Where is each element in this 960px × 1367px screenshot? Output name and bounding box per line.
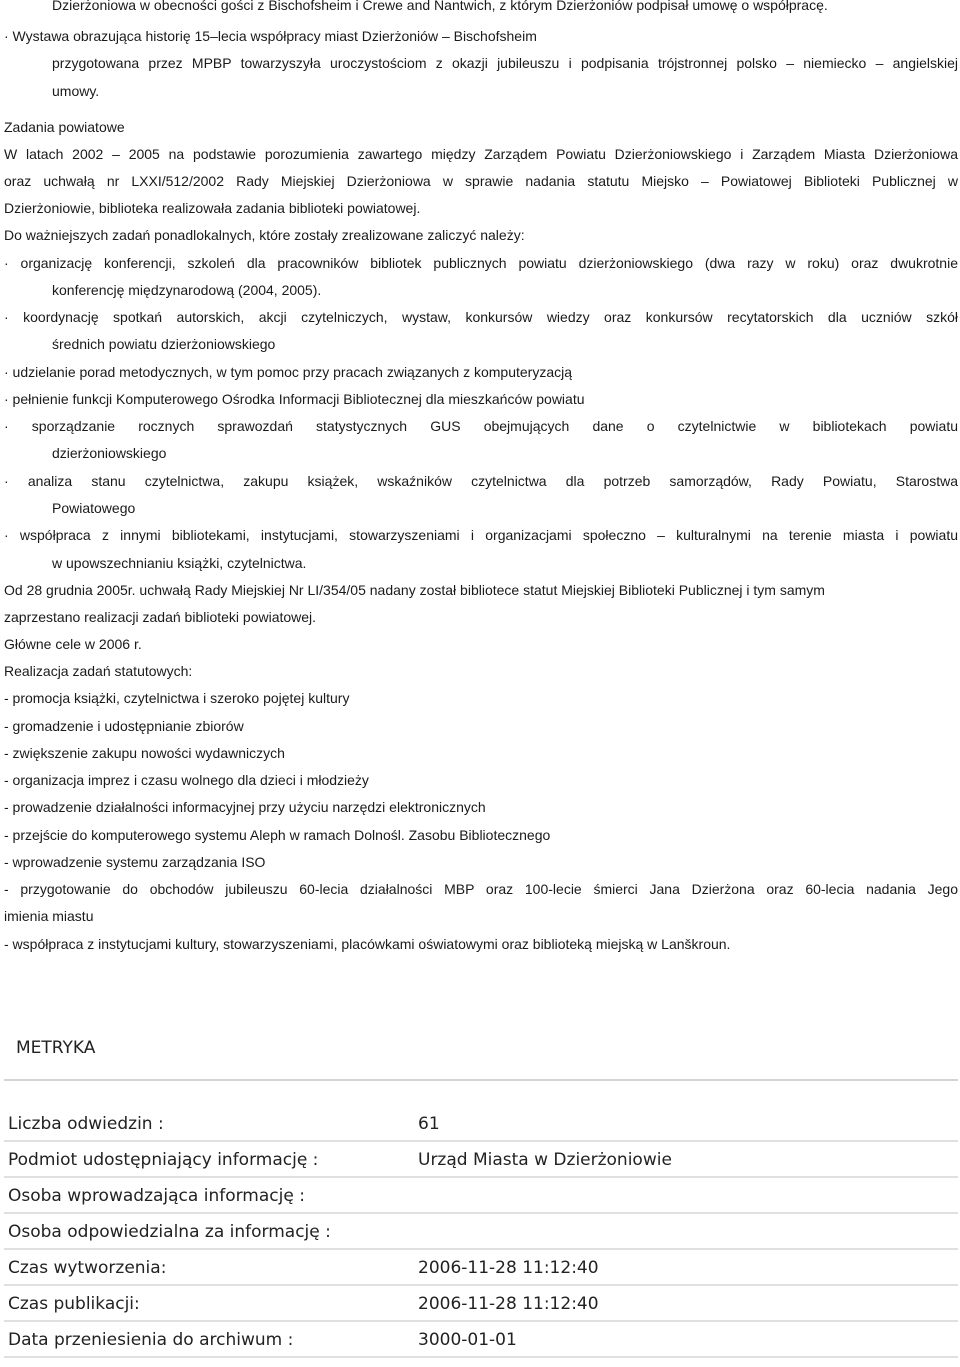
metryka-label: Osoba odpowiedzialna za informację : — [8, 1222, 331, 1242]
table-row — [4, 1322, 958, 1358]
metryka-label: Osoba wprowadzająca informację : — [8, 1186, 305, 1206]
table-row — [4, 1142, 958, 1178]
text-line: Realizacja zadań statutowych: — [4, 663, 193, 679]
list-item: - prowadzenie działalności informacyjnej przy użyciu narzędzi elektronicznych — [4, 799, 486, 815]
table-row — [4, 1286, 958, 1322]
bullet-item: · organizację konferencji, szkoleń dla pracowników bibliotek publicznych powiatu dzierżoniowskiego (dwa razy w roku) oraz dwukrotnie — [4, 255, 958, 271]
text-line: umowy. — [52, 83, 100, 99]
metryka-label: Czas wytworzenia: — [8, 1258, 167, 1278]
list-item: - gromadzenie i udostępnianie zbiorów — [4, 718, 244, 734]
list-item: - przejście do komputerowego systemu Aleph w ramach Dolnośl. Zasobu Bibliotecznego — [4, 827, 551, 843]
text-line: przygotowana przez MPBP towarzyszyła uroczystościom z okazji jubileuszu i podpisania trójstronnej polsko – niemiecko – angielskiej — [52, 55, 958, 71]
list-item: - wprowadzenie systemu zarządzania ISO — [4, 854, 266, 870]
text-line: Dzierżoniowie, biblioteka realizowała zadania biblioteki powiatowej. — [4, 200, 421, 216]
bullet-item: · pełnienie funkcji Komputerowego Ośrodka Informacji Bibliotecznej dla mieszkańców powiatu — [4, 391, 585, 407]
metryka-title: METRYKA — [16, 1038, 96, 1058]
list-item: - zwiększenie zakupu nowości wydawniczych — [4, 745, 285, 761]
table-row — [4, 1250, 958, 1286]
list-item: - przygotowanie do obchodów jubileuszu 60-lecia działalności MBP oraz 100-lecie śmierci Jana Dzierżona oraz 60-lecia nadania Jego — [4, 881, 958, 897]
list-item: - współpraca z instytucjami kultury, stowarzyszeniami, placówkami oświatowymi oraz biblioteką miejską w Lanškroun. — [4, 936, 731, 952]
text-line: dzierżoniowskiego — [52, 445, 167, 461]
text-line: Główne cele w 2006 r. — [4, 636, 142, 652]
list-item: - promocja książki, czytelnictwa i szeroko pojętej kultury — [4, 690, 350, 706]
metryka-value: 2006-11-28 11:12:40 — [418, 1294, 599, 1314]
bullet-item: · analiza stanu czytelnictwa, zakupu książek, wskaźników czytelnictwa dla potrzeb samorządów, Rady Powiatu, Starostwa — [4, 473, 958, 489]
metryka-label: Czas publikacji: — [8, 1294, 140, 1314]
section-heading: Zadania powiatowe — [4, 119, 125, 135]
text-line: Powiatowego — [52, 500, 136, 516]
list-item: - organizacja imprez i czasu wolnego dla dzieci i młodzieży — [4, 772, 369, 788]
table-row — [4, 1214, 958, 1250]
metryka-divider — [4, 1079, 958, 1081]
table-row — [4, 1178, 958, 1214]
bullet-item: · koordynację spotkań autorskich, akcji czytelniczych, wystaw, konkursów wiedzy oraz konkursów recytatorskich dla uczniów szkół — [4, 309, 958, 325]
metryka-label: Podmiot udostępniający informację : — [8, 1150, 319, 1170]
text-line: imienia miastu — [4, 908, 94, 924]
text-line: W latach 2002 – 2005 na podstawie porozumienia zawartego między Zarządem Powiatu Dzierżoniowskiego i Zarządem Miasta Dzierżoniowa — [4, 146, 958, 162]
table-row — [4, 1106, 958, 1142]
metryka-value: 61 — [418, 1114, 440, 1134]
text-line: w upowszechnianiu książki, czytelnictwa. — [52, 555, 307, 571]
text-line: średnich powiatu dzierżoniowskiego — [52, 336, 276, 352]
metryka-table — [4, 1106, 958, 1358]
text-line: Dzierżoniowa w obecności gości z Bischofsheim i Crewe and Nantwich, z którym Dzierżoniów podpisał umowę o współpracę. — [52, 0, 828, 13]
metryka-value: Urząd Miasta w Dzierżoniowie — [418, 1150, 672, 1170]
text-line: konferencję międzynarodową (2004, 2005). — [52, 282, 322, 298]
metryka-value: 3000-01-01 — [418, 1330, 517, 1350]
text-line: zaprzestano realizacji zadań biblioteki powiatowej. — [4, 609, 317, 625]
bullet-item: · sporządzanie rocznych sprawozdań statystycznych GUS obejmujących dane o czytelnictwie w bibliotekach powiatu — [4, 418, 958, 434]
bullet-item: · udzielanie porad metodycznych, w tym pomoc przy pracach związanych z komputeryzacją — [4, 364, 573, 380]
metryka-label: Liczba odwiedzin : — [8, 1114, 164, 1134]
metryka-label: Data przeniesienia do archiwum : — [8, 1330, 294, 1350]
text-line: Od 28 grudnia 2005r. uchwałą Rady Miejskiej Nr LI/354/05 nadany został bibliotece statut Miejskiej Biblioteki Publicznej i tym samym — [4, 582, 825, 598]
text-line: Do ważniejszych zadań ponadlokalnych, które zostały zrealizowane zaliczyć należy: — [4, 227, 525, 243]
bullet-item: · Wystawa obrazująca historię 15–lecia współpracy miast Dzierżoniów – Bischofsheim — [4, 28, 537, 44]
metryka-value: 2006-11-28 11:12:40 — [418, 1258, 599, 1278]
bullet-item: · współpraca z innymi bibliotekami, instytucjami, stowarzyszeniami i organizacjami społeczno – kulturalnymi na terenie miasta i powiatu — [4, 527, 958, 543]
text-line: oraz uchwałą nr LXXI/512/2002 Rady Miejskiej Dzierżoniowa w sprawie nadania statutu Miejsko – Powiatowej Biblioteki Publicznej w — [4, 173, 958, 189]
